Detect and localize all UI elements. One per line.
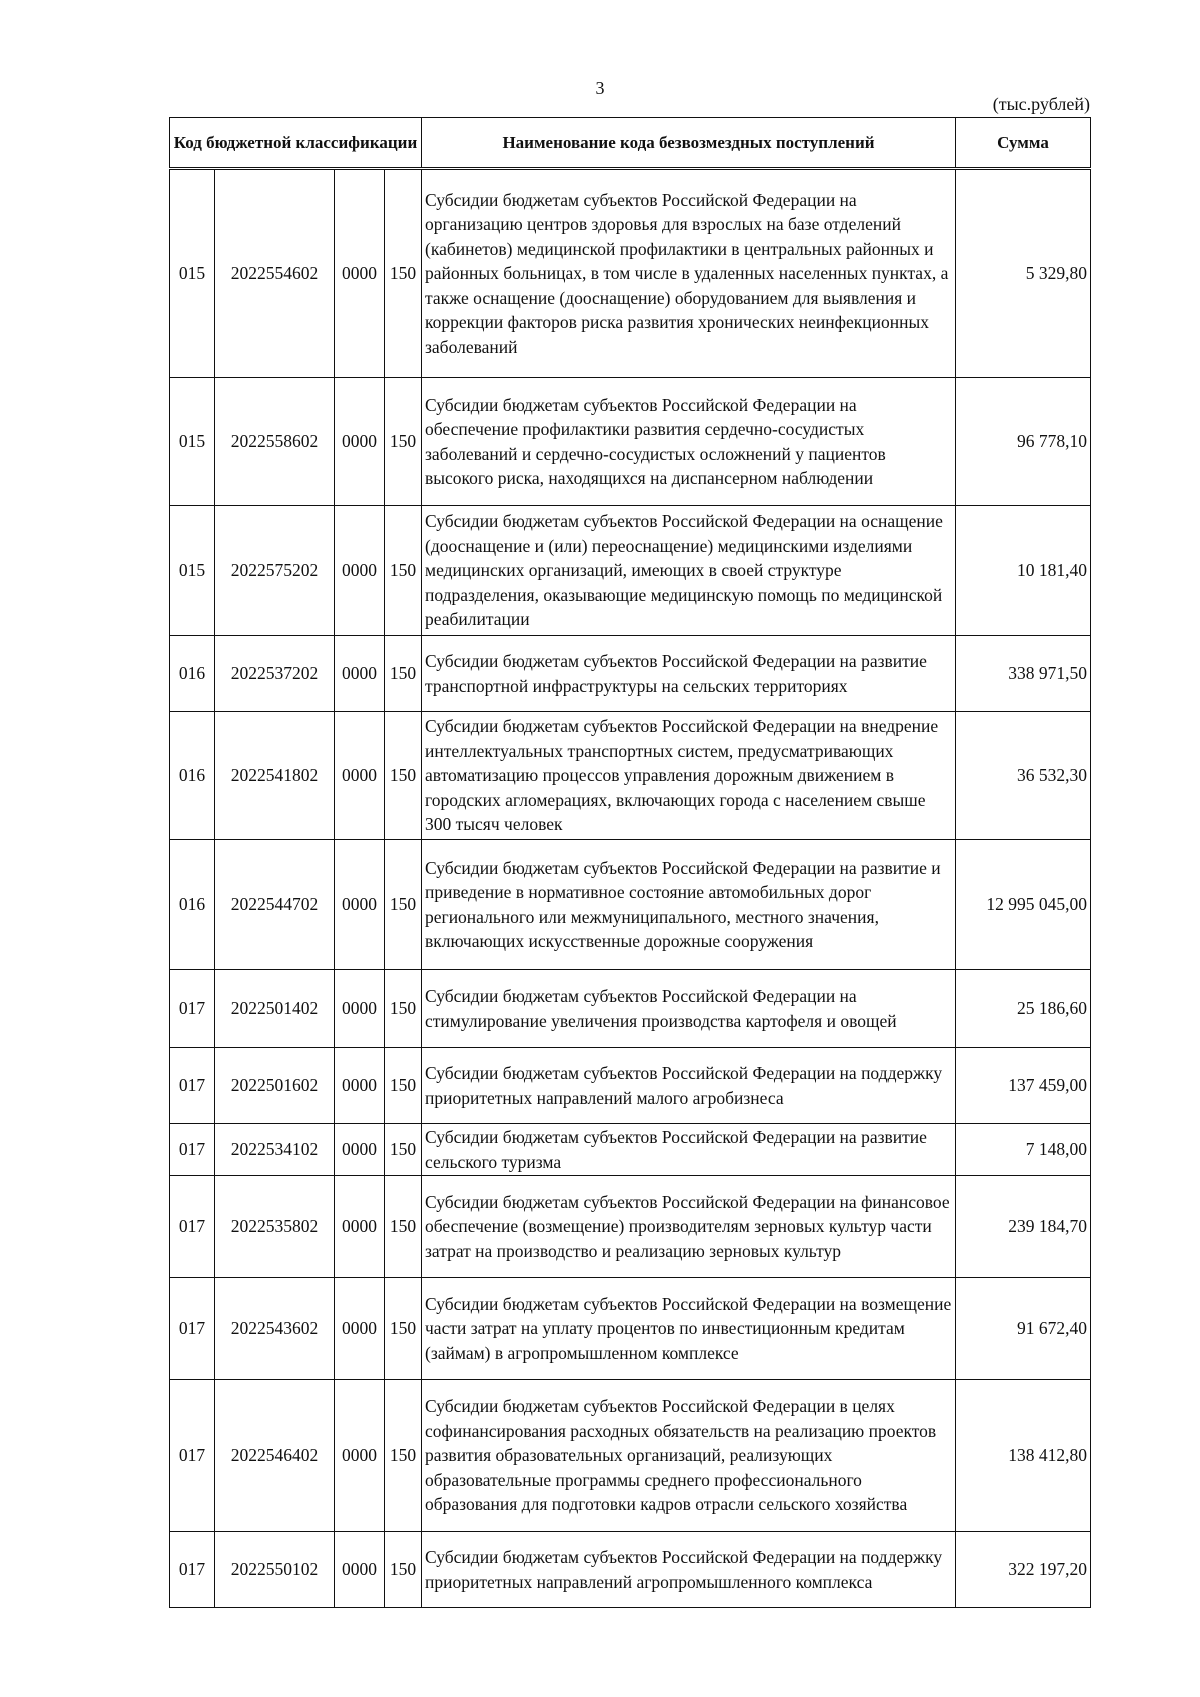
kind-code: 150: [385, 1532, 422, 1608]
table-row: [170, 1048, 1091, 1124]
program-code: 0000: [335, 1176, 385, 1278]
admin-code: 017: [170, 1380, 215, 1532]
admin-code: 017: [170, 1278, 215, 1380]
table-row: [170, 970, 1091, 1048]
table-row: [170, 1380, 1091, 1532]
budget-code: 2022541802: [215, 712, 335, 840]
admin-code: 017: [170, 1176, 215, 1278]
budget-code: 2022554602: [215, 169, 335, 378]
revenue-sum: 138 412,80: [956, 1380, 1091, 1532]
budget-code: 2022544702: [215, 840, 335, 970]
revenue-name: Субсидии бюджетам субъектов Российской Федерации на внедрение интеллектуальных транспортных систем, предусматривающих автоматизацию процессов управления дорожным движением в городских агломерациях, включающих города с населением свыше 300 тысяч человек: [422, 712, 956, 840]
table-row: [170, 1124, 1091, 1176]
revenue-name: Субсидии бюджетам субъектов Российской Федерации на финансовое обеспечение (возмещение) производителям зерновых культур части затрат на производство и реализацию зерновых культур: [422, 1176, 956, 1278]
revenue-sum: 5 329,80: [956, 169, 1091, 378]
revenue-sum: 96 778,10: [956, 378, 1091, 506]
table-row: [170, 169, 1091, 378]
table-row: [170, 840, 1091, 970]
program-code: 0000: [335, 636, 385, 712]
revenue-name: Субсидии бюджетам субъектов Российской Федерации на поддержку приоритетных направлений малого агробизнеса: [422, 1048, 956, 1124]
revenue-sum: 12 995 045,00: [956, 840, 1091, 970]
revenue-name: Субсидии бюджетам субъектов Российской Федерации на оснащение (дооснащение и (или) переоснащение) медицинскими изделиями медицинских организаций, имеющих в своей структуре подразделения, оказывающие медицинскую помощь по медицинской реабилитации: [422, 506, 956, 636]
revenue-sum: 338 971,50: [956, 636, 1091, 712]
revenue-name: Субсидии бюджетам субъектов Российской Федерации на развитие сельского туризма: [422, 1124, 956, 1176]
revenue-name: Субсидии бюджетам субъектов Российской Федерации на обеспечение профилактики развития сердечно-сосудистых заболеваний и сердечно-сосудистых осложнений у пациентов высокого риска, находящихся на диспансерном наблюдении: [422, 378, 956, 506]
table-row: [170, 506, 1091, 636]
program-code: 0000: [335, 712, 385, 840]
revenue-name: Субсидии бюджетам субъектов Российской Федерации в целях софинансирования расходных обязательств на реализацию проектов развития образовательных организаций, реализующих образовательные программы среднего профессионального образования для подготовки кадров отрасли сельского хозяйства: [422, 1380, 956, 1532]
revenue-sum: 7 148,00: [956, 1124, 1091, 1176]
budget-code: 2022537202: [215, 636, 335, 712]
program-code: 0000: [335, 970, 385, 1048]
budget-code: 2022575202: [215, 506, 335, 636]
admin-code: 017: [170, 970, 215, 1048]
revenue-sum: 137 459,00: [956, 1048, 1091, 1124]
kind-code: 150: [385, 1380, 422, 1532]
kind-code: 150: [385, 169, 422, 378]
admin-code: 015: [170, 378, 215, 506]
program-code: 0000: [335, 1380, 385, 1532]
admin-code: 015: [170, 169, 215, 378]
revenue-sum: 239 184,70: [956, 1176, 1091, 1278]
budget-code: 2022535802: [215, 1176, 335, 1278]
revenue-sum: 25 186,60: [956, 970, 1091, 1048]
revenue-sum: 10 181,40: [956, 506, 1091, 636]
program-code: 0000: [335, 1124, 385, 1176]
program-code: 0000: [335, 378, 385, 506]
kind-code: 150: [385, 970, 422, 1048]
kind-code: 150: [385, 1278, 422, 1380]
budget-table: [169, 117, 1091, 1608]
program-code: 0000: [335, 1532, 385, 1608]
revenue-name: Субсидии бюджетам субъектов Российской Федерации на возмещение части затрат на уплату процентов по инвестиционным кредитам (займам) в агропромышленном комплексе: [422, 1278, 956, 1380]
kind-code: 150: [385, 1176, 422, 1278]
budget-code: 2022534102: [215, 1124, 335, 1176]
header-name: Наименование кода безвозмездных поступлений: [422, 118, 956, 169]
program-code: 0000: [335, 506, 385, 636]
budget-code: 2022501602: [215, 1048, 335, 1124]
admin-code: 015: [170, 506, 215, 636]
admin-code: 017: [170, 1124, 215, 1176]
table-row: [170, 378, 1091, 506]
kind-code: 150: [385, 840, 422, 970]
revenue-sum: 322 197,20: [956, 1532, 1091, 1608]
kind-code: 150: [385, 1048, 422, 1124]
kind-code: 150: [385, 506, 422, 636]
admin-code: 016: [170, 636, 215, 712]
revenue-sum: 91 672,40: [956, 1278, 1091, 1380]
table-row: [170, 1278, 1091, 1380]
budget-code: 2022550102: [215, 1532, 335, 1608]
budget-code: 2022543602: [215, 1278, 335, 1380]
admin-code: 016: [170, 712, 215, 840]
revenue-name: Субсидии бюджетам субъектов Российской Федерации на развитие транспортной инфраструктуры на сельских территориях: [422, 636, 956, 712]
table-row: [170, 712, 1091, 840]
table-row: [170, 1176, 1091, 1278]
budget-code: 2022501402: [215, 970, 335, 1048]
page-number: 3: [595, 78, 605, 98]
header-sum: Сумма: [956, 118, 1091, 169]
kind-code: 150: [385, 712, 422, 840]
table-header-row: [170, 118, 1091, 169]
budget-code: 2022558602: [215, 378, 335, 506]
program-code: 0000: [335, 169, 385, 378]
admin-code: 017: [170, 1048, 215, 1124]
kind-code: 150: [385, 378, 422, 506]
kind-code: 150: [385, 1124, 422, 1176]
table-row: [170, 636, 1091, 712]
units-label: (тыс.рублей): [992, 94, 1090, 114]
table-row: [170, 1532, 1091, 1608]
revenue-name: Субсидии бюджетам субъектов Российской Федерации на стимулирование увеличения производства картофеля и овощей: [422, 970, 956, 1048]
budget-code: 2022546402: [215, 1380, 335, 1532]
kind-code: 150: [385, 636, 422, 712]
revenue-name: Субсидии бюджетам субъектов Российской Федерации на поддержку приоритетных направлений агропромышленного комплекса: [422, 1532, 956, 1608]
revenue-name: Субсидии бюджетам субъектов Российской Федерации на развитие и приведение в нормативное состояние автомобильных дорог регионального или межмуниципального, местного значения, включающих искусственные дорожные сооружения: [422, 840, 956, 970]
program-code: 0000: [335, 1278, 385, 1380]
admin-code: 016: [170, 840, 215, 970]
program-code: 0000: [335, 840, 385, 970]
header-code: Код бюджетной классификации: [170, 118, 422, 169]
revenue-name: Субсидии бюджетам субъектов Российской Федерации на организацию центров здоровья для взрослых на базе отделений (кабинетов) медицинской профилактики в центральных районных и районных больницах, в том числе в удаленных населенных пунктах, а также оснащение (дооснащение) оборудованием для выявления и коррекции факторов риска развития хронических неинфекционных заболеваний: [422, 169, 956, 378]
program-code: 0000: [335, 1048, 385, 1124]
admin-code: 017: [170, 1532, 215, 1608]
revenue-sum: 36 532,30: [956, 712, 1091, 840]
